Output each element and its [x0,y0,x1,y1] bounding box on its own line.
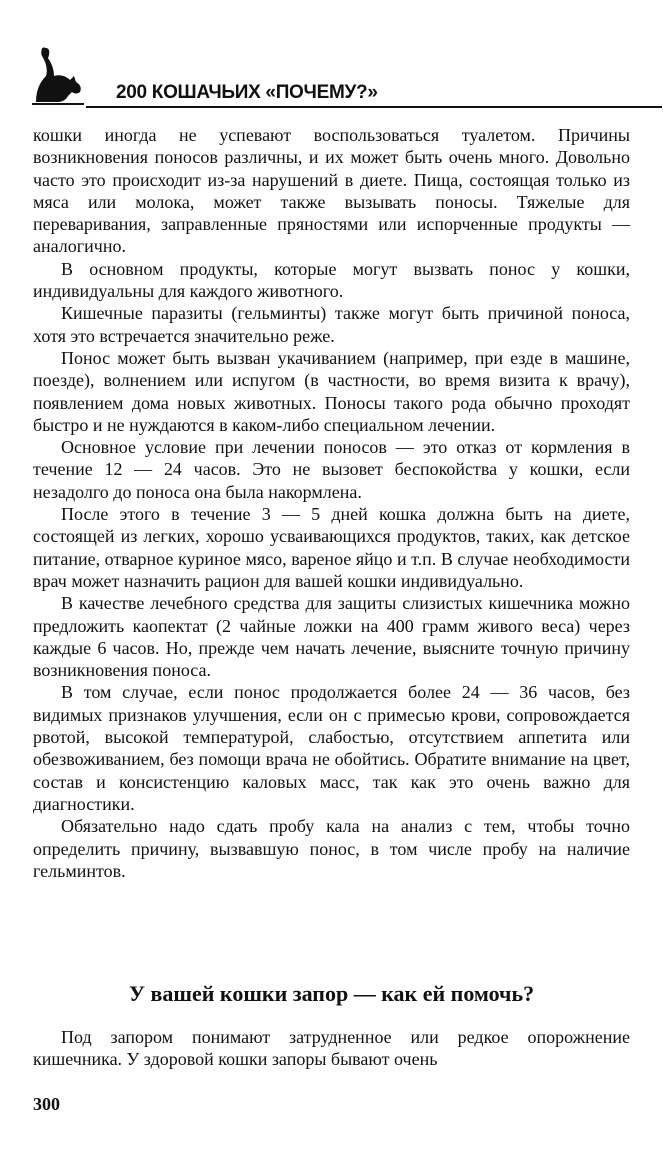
paragraph: В том случае, если понос продолжается более 24 — 36 часов, без видимых признаков улучшения, если он с примесью крови, сопровождается рвотой, высокой температурой, слабостью, отсутствием аппетита или обезвоживанием, без помощи врача не обойтись. Обратите внимание на цвет, состав и консистенцию каловых масс, так как это очень важно для диагностики. [33,682,630,814]
paragraph: В основном продукты, которые могут вызвать понос у кошки, индивидуальны для каждого животного. [33,258,630,302]
header-divider [86,106,662,108]
body-text [33,124,630,882]
section-heading: У вашей кошки запор — как ей помочь? [128,981,535,1006]
paragraph: кошки иногда не успевают воспользоваться туалетом. Причины возникновения поносов различны, и их может быть очень много. Довольно часто это происходит из-за нарушений в диете. Пища, состоящая только из мяса или молока, может также вызывать поносы. Тяжелые для переваривания, заправленные пряностями или испорченные продукты — аналогично. [33,125,630,257]
running-head [28,42,648,108]
running-head-title: 200 КОШАЧЬИХ «ПОЧЕМУ?» [116,82,378,103]
page-number: 300 [33,1094,60,1114]
cat-silhouette-icon [28,42,100,106]
paragraph: Обязательно надо сдать пробу кала на анализ с тем, чтобы точно определить причину, вызвавшую понос, в том числе пробу на наличие гельминтов. [33,816,630,881]
section-text [33,1026,630,1071]
paragraph: Кишечные паразиты (гельминты) также могут быть причиной поноса, хотя это встречается значительно реже. [33,303,630,346]
paragraph: Под запором понимают затрудненное или редкое опорожнение кишечника. У здоровой кошки запоры бывают очень [33,1027,630,1070]
paragraph: После этого в течение 3 — 5 дней кошка должна быть на диете, состоящей из легких, хорошо усваивающихся продуктов, таких, как детское питание, отварное куриное мясо, вареное яйцо и т.п. В случае необходимости врач может назначить рацион для вашей кошки индивидуально. [33,504,630,591]
paragraph: Основное условие при лечении поносов — это отказ от кормления в течение 12 — 24 часов. Это не вызовет беспокойства у кошки, если незадолго до поноса она была накормлена. [33,437,630,502]
paragraph: Понос может быть вызван укачиванием (например, при езде в машине, поезде), волнением или испугом (в частности, во время визита к врачу), появлением дома новых животных. Поносы такого рода обычно проходят быстро и не нуждаются в каком-либо специальном лечении. [33,347,630,435]
paragraph: В качестве лечебного средства для защиты слизистых кишечника можно предложить каопектат (2 чайные ложки на 400 грамм живого веса) через каждые 6 часов. Но, прежде чем начать лечение, выясните точную причину возникновения поноса. [33,593,630,681]
